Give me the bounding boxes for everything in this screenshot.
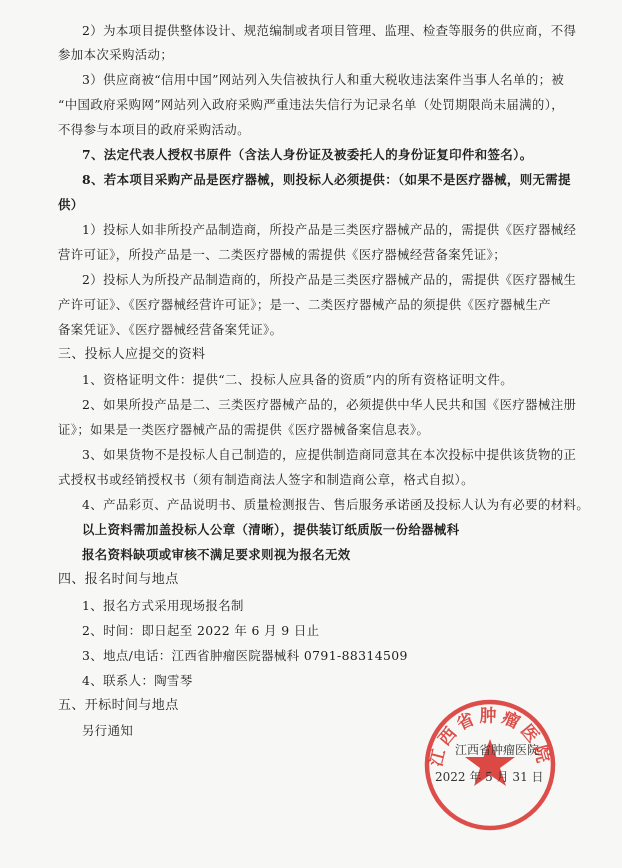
signature-organization: 江西省肿瘤医院 — [455, 743, 540, 757]
text-line: 供） — [58, 197, 84, 212]
text-line: 营许可证》，所投产品是一、二类医疗器械的需提供《医疗器械经营备案凭证》； — [58, 247, 507, 262]
text-line: 2、时间：即日起至 2022 年 6 月 9 日止 — [82, 623, 320, 638]
text-line: 3）供应商被“信用中国”网站列入失信被执行人和重大税收违法案件当事人名单的；被 — [82, 72, 565, 87]
section-heading: 五、开标时间与地点 — [58, 698, 179, 713]
text-line: 证》；如果是一类医疗器械产品的需提供《医疗器械备案信息表》。 — [58, 422, 430, 437]
text-line: 7、法定代表人授权书原件（含法人身份证及被委托人的身份证复印件和签名）。 — [82, 147, 533, 162]
text-line: 2、如果所投产品是二、三类医疗器械产品的，必须提供中华人民共和国《医疗器械注册 — [82, 397, 577, 412]
text-line: 8、若本项目采购产品是医疗器械，则投标人必须提供：（如果不是医疗器械，则无需提 — [82, 172, 571, 187]
text-line: 式授权书或经销授权书（须有制造商法人签字和制造商公章，格式自拟）。 — [58, 472, 474, 487]
text-line: 参加本次采购活动； — [58, 47, 174, 62]
text-line: “中国政府采购网”网站列入政府采购严重违法失信行为记录名单（处罚期限尚未届满的）， — [58, 97, 565, 112]
text-line: 4、联系人：陶雪琴 — [82, 673, 193, 688]
official-seal — [420, 695, 560, 835]
section-heading: 三、投标人应提交的资料 — [58, 347, 206, 362]
seal-text: 江西省肿瘤医院 — [426, 706, 554, 769]
text-line: 不得参与本项目的政府采购活动。 — [58, 122, 250, 137]
section-heading: 四、报名时间与地点 — [58, 572, 179, 587]
text-line: 1）投标人如非所投产品制造商，所投产品是三类医疗器械产品的，需提供《医疗器械经 — [82, 222, 577, 237]
text-line: 报名资料缺项或审核不满足要求则视为报名无效 — [82, 547, 351, 562]
text-line: 4、产品彩页、产品说明书、质量检测报告、售后服务承诺函及投标人认为有必要的材料。 — [82, 497, 590, 512]
text-line: 产许可证》、《医疗器械经营许可证》；是一、二类医疗器械产品的须提供《医疗器械生产 — [58, 297, 552, 312]
text-line: 3、地点/电话：江西省肿瘤医院器械科 0791-88314509 — [82, 648, 408, 663]
text-line: 1、报名方式采用现场报名制 — [82, 598, 244, 613]
text-line: 2）投标人为所投产品制造商的，所投产品是三类医疗器械产品的，需提供《医疗器械生 — [82, 272, 577, 287]
text-line: 另行通知 — [82, 723, 134, 738]
text-line: 3、如果货物不是投标人自己制造的，应提供制造商同意其在本次投标中提供该货物的正 — [82, 447, 577, 462]
text-line: 备案凭证》、《医疗器械经营备案凭证》。 — [58, 322, 283, 337]
signature-date: 2022 年 5 月 31 日 — [435, 770, 544, 784]
text-line: 1、资格证明文件：提供“二、投标人应具备的资质”内的所有资格证明文件。 — [82, 372, 514, 387]
text-line: 2）为本项目提供整体设计、规范编制或者项目管理、监理、检查等服务的供应商，不得 — [82, 23, 577, 38]
text-line: 以上资料需加盖投标人公章（清晰），提供装订纸质版一份给器械科 — [82, 522, 460, 537]
